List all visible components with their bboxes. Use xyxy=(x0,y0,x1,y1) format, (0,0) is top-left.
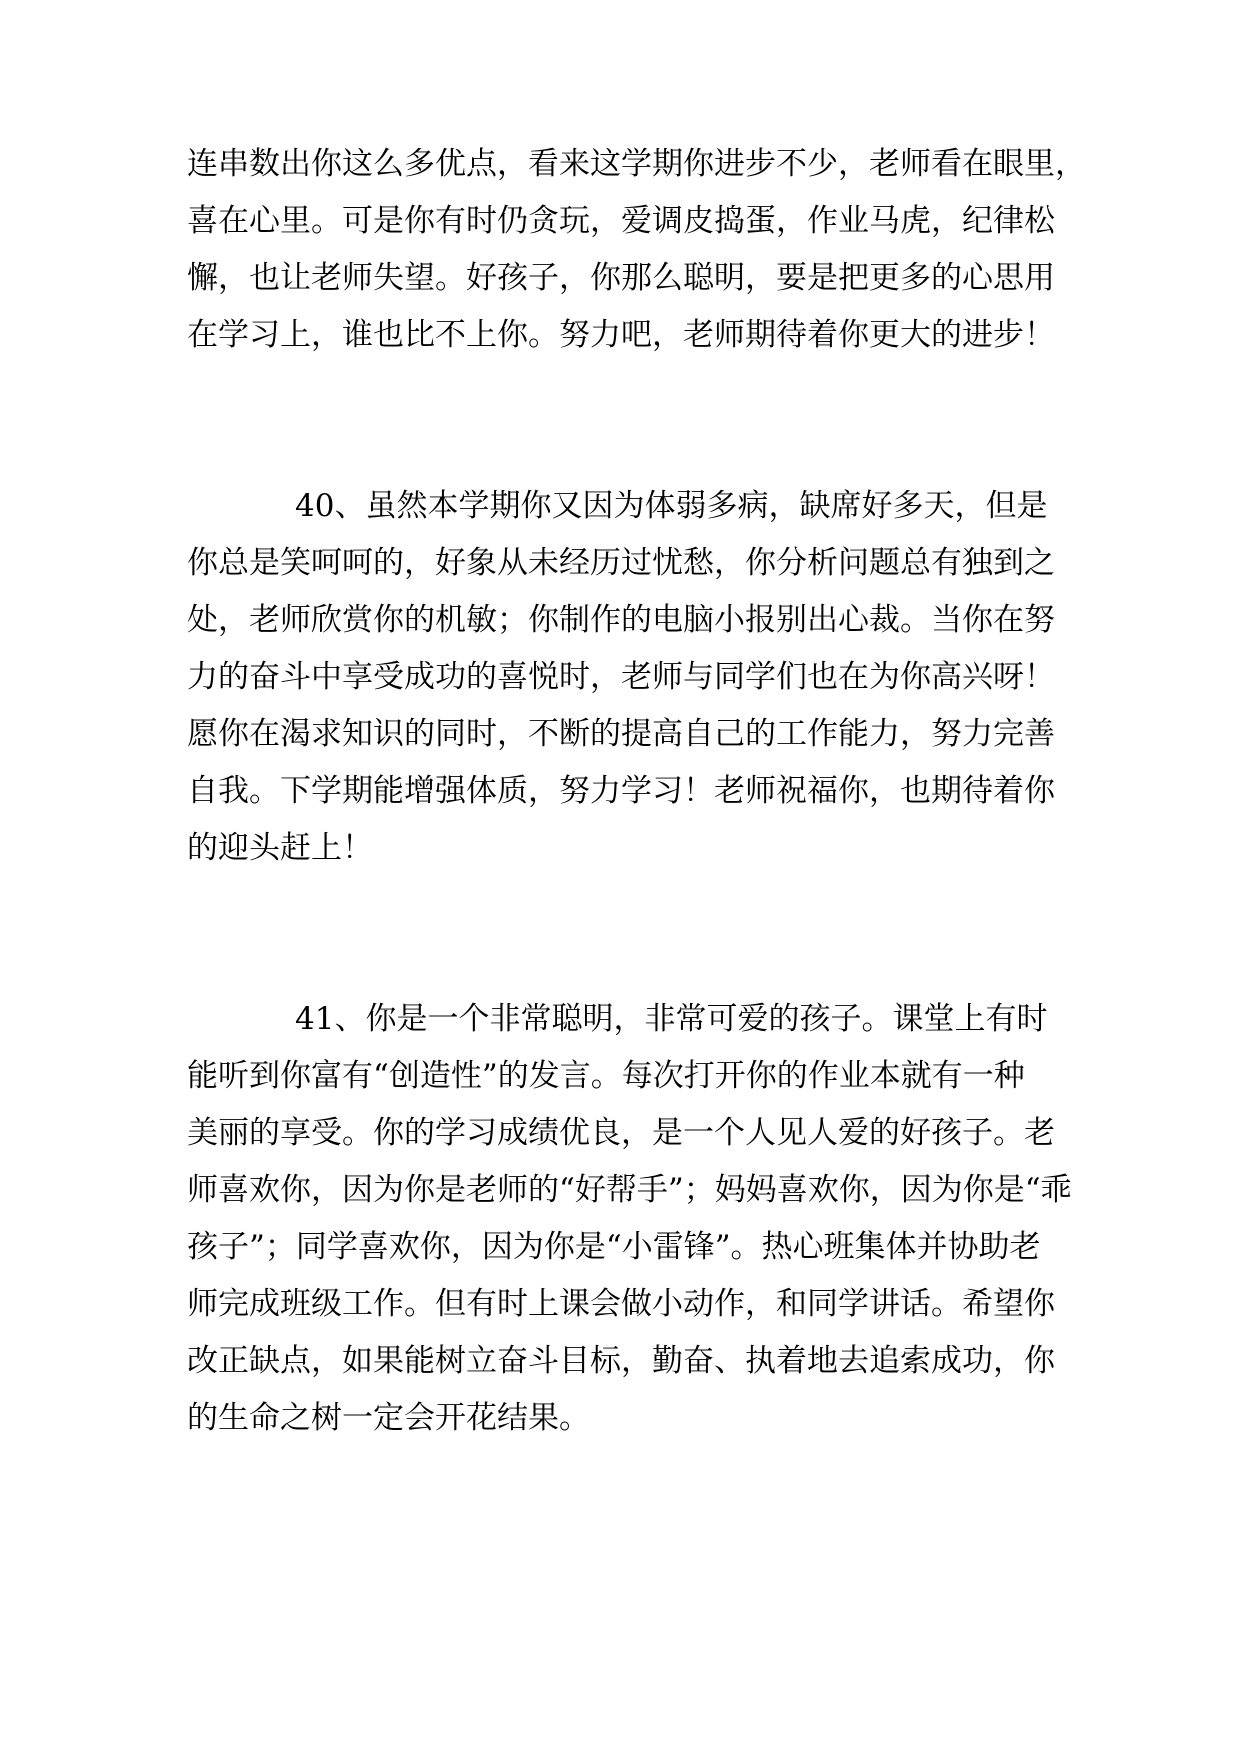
text-line: 自我。下学期能增强体质，努力学习！老师祝福你，也期待着你 xyxy=(187,773,1055,809)
text-line: 力的奋斗中享受成功的喜悦时，老师与同学们也在为你高兴呀！ xyxy=(187,659,1055,695)
text-line: 改正缺点，如果能树立奋斗目标，勤奋、执着地去追索成功，你 xyxy=(187,1343,1055,1379)
text-line: 孩子”；同学喜欢你，因为你是“小雷锋”。热心班集体并协助老 xyxy=(187,1229,1041,1265)
text-line: 处，老师欣赏你的机敏；你制作的电脑小报别出心裁。当你在努 xyxy=(187,602,1055,638)
text-line: 师喜欢你，因为你是老师的“好帮手”；妈妈喜欢你，因为你是“乖 xyxy=(187,1172,1072,1208)
text-line: 喜在心里。可是你有时仍贪玩，爱调皮捣蛋，作业马虎，纪律松 xyxy=(187,203,1055,239)
text-line: 连串数出你这么多优点，看来这学期你进步不少，老师看在眼里， xyxy=(187,146,1086,182)
text-line: 的迎头赶上！ xyxy=(187,830,373,866)
text-line: 美丽的享受。你的学习成绩优良，是一个人见人爱的好孩子。老 xyxy=(187,1115,1055,1151)
text-line: 你总是笑呵呵的，好象从未经历过忧愁，你分析问题总有独到之 xyxy=(187,545,1055,581)
text-line: 40、虽然本学期你又因为体弱多病，缺席好多天，但是 xyxy=(295,488,1048,524)
text-line: 师完成班级工作。但有时上课会做小动作，和同学讲话。希望你 xyxy=(187,1286,1055,1322)
text-line: 41、你是一个非常聪明，非常可爱的孩子。课堂上有时 xyxy=(295,1001,1048,1037)
text-line: 能听到你富有“创造性”的发言。每次打开你的作业本就有一种 xyxy=(187,1058,1025,1094)
text-line: 愿你在渴求知识的同时，不断的提高自己的工作能力，努力完善 xyxy=(187,716,1055,752)
text-line: 懈，也让老师失望。好孩子，你那么聪明，要是把更多的心思用 xyxy=(187,260,1055,296)
text-line: 的生命之树一定会开花结果。 xyxy=(187,1400,590,1436)
text-line: 在学习上，谁也比不上你。努力吧，老师期待着你更大的进步！ xyxy=(187,317,1055,353)
